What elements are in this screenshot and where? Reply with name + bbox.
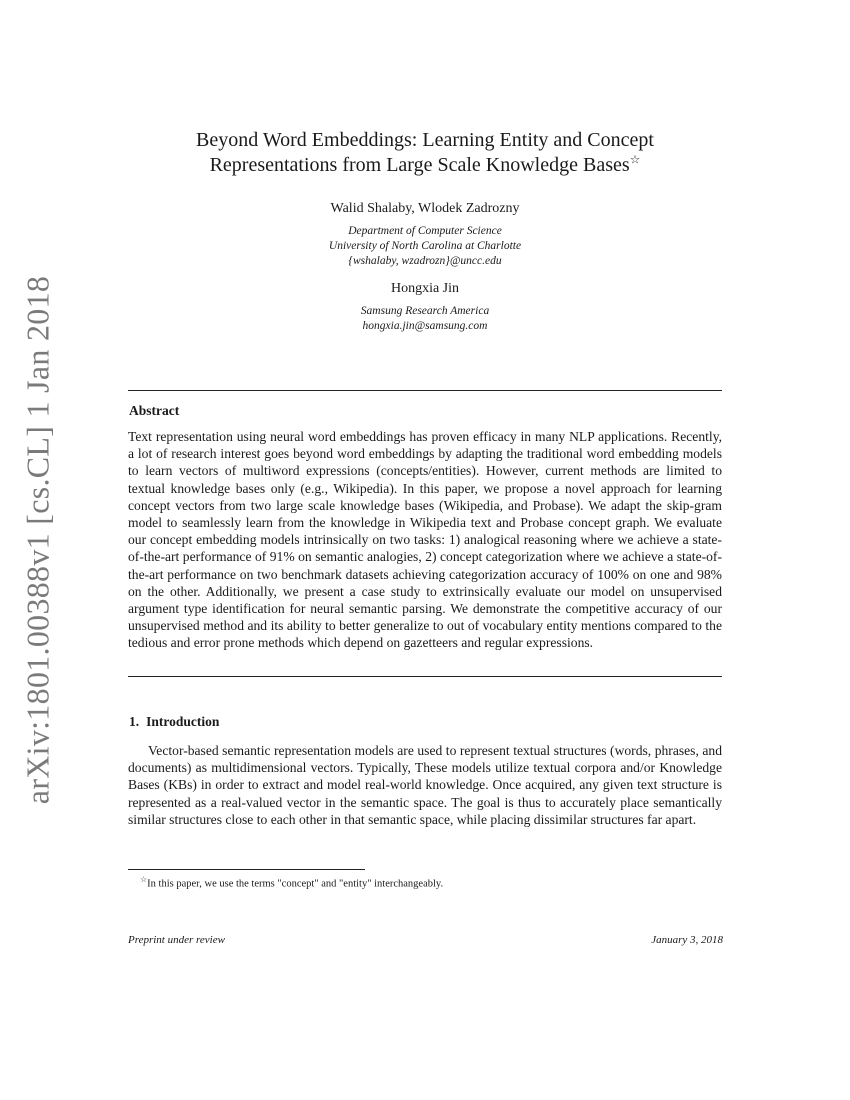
footnote-mark: ☆ (140, 875, 148, 884)
authors-group-1: Walid Shalaby, Wlodek Zadrozny (330, 201, 520, 216)
section-title: Introduction (146, 714, 220, 729)
footer-status: Preprint under review (128, 934, 225, 946)
footnote-rule (128, 869, 365, 870)
abstract-heading: Abstract (129, 403, 180, 418)
author-email-2: hongxia.jin@samsung.com (362, 320, 488, 332)
footnote (140, 875, 443, 890)
title-line-2-text: Representations from Large Scale Knowledge Bases (209, 154, 630, 176)
title-line-2 (128, 153, 722, 178)
abstract-bottom-rule (128, 676, 722, 677)
authors-group-2: Hongxia Jin (390, 281, 460, 296)
title-line-1: Beyond Word Embeddings: Learning Entity and Concept (196, 129, 654, 151)
abstract-top-rule (128, 390, 722, 391)
abstract-text: Text representation using neural word embeddings has proven efficacy in many NLP applications. Recently, a lot of research interest goes beyond word embeddings by adapting the traditional word embedding models to learn vectors of multiword expressions (concepts/entities). However, current methods are limited to textual knowledge bases only (e.g., Wikipedia). In this paper, we propose a novel approach for learning concept vectors from two large scale knowledge bases (Wikipedia, and Probase). We adapt the skip-gram model to seamlessly learn from the knowledge in Wikipedia text and Probase concept graph. We evaluate our concept embedding models intrinsically on two tasks: 1) analogical reasoning where we achieve a state-of-the-art performance of 91% on semantic analogies, 2) concept categorization where we achieve a state-of-the-art performance on two benchmark datasets achieving categorization accuracy of 100% on one and 98% on the other. Additionally, we present a case study to extrinsically evaluate our model on unsupervised argument type identification for neural semantic parsing. We demonstrate the competitive accuracy of our unsupervised method and its ability to better generalize to out of vocabulary entity mentions compared to the tedious and error prone methods which depend on gazetteers and regular expressions. (128, 429, 722, 651)
title-footnote-mark: ☆ (629, 152, 641, 167)
affiliation-university: University of North Carolina at Charlotte (328, 240, 522, 252)
affiliation-department: Department of Computer Science (348, 225, 502, 237)
footnote-text: In this paper, we use the terms "concept" and "entity" interchangeably. (147, 878, 444, 890)
affiliation-organization-2: Samsung Research America (360, 305, 490, 317)
section-heading-introduction (129, 714, 219, 730)
section-number: 1. (129, 714, 140, 729)
footer-date: January 3, 2018 (651, 934, 723, 946)
paper-title (128, 128, 722, 178)
author-emails-group-1: {wshalaby, wzadrozn}@uncc.edu (348, 255, 502, 267)
introduction-paragraph: Vector-based semantic representation models are used to represent textual structures (words, phrases, and documents) as multidimensional vectors. Typically, These models utilize textual corpora and/or Knowledge Bases (KBs) in order to extract and model real-world knowledge. Once acquired, any given text structure is represented as a real-valued vector in the semantic space. The goal is thus to accurately place semantically similar structures close to each other in that semantic space, while placing dissimilar structures far apart. (128, 743, 722, 827)
arxiv-identifier-stamp: arXiv:1801.00388v1 [cs.CL] 1 Jan 2018 (19, 275, 56, 805)
